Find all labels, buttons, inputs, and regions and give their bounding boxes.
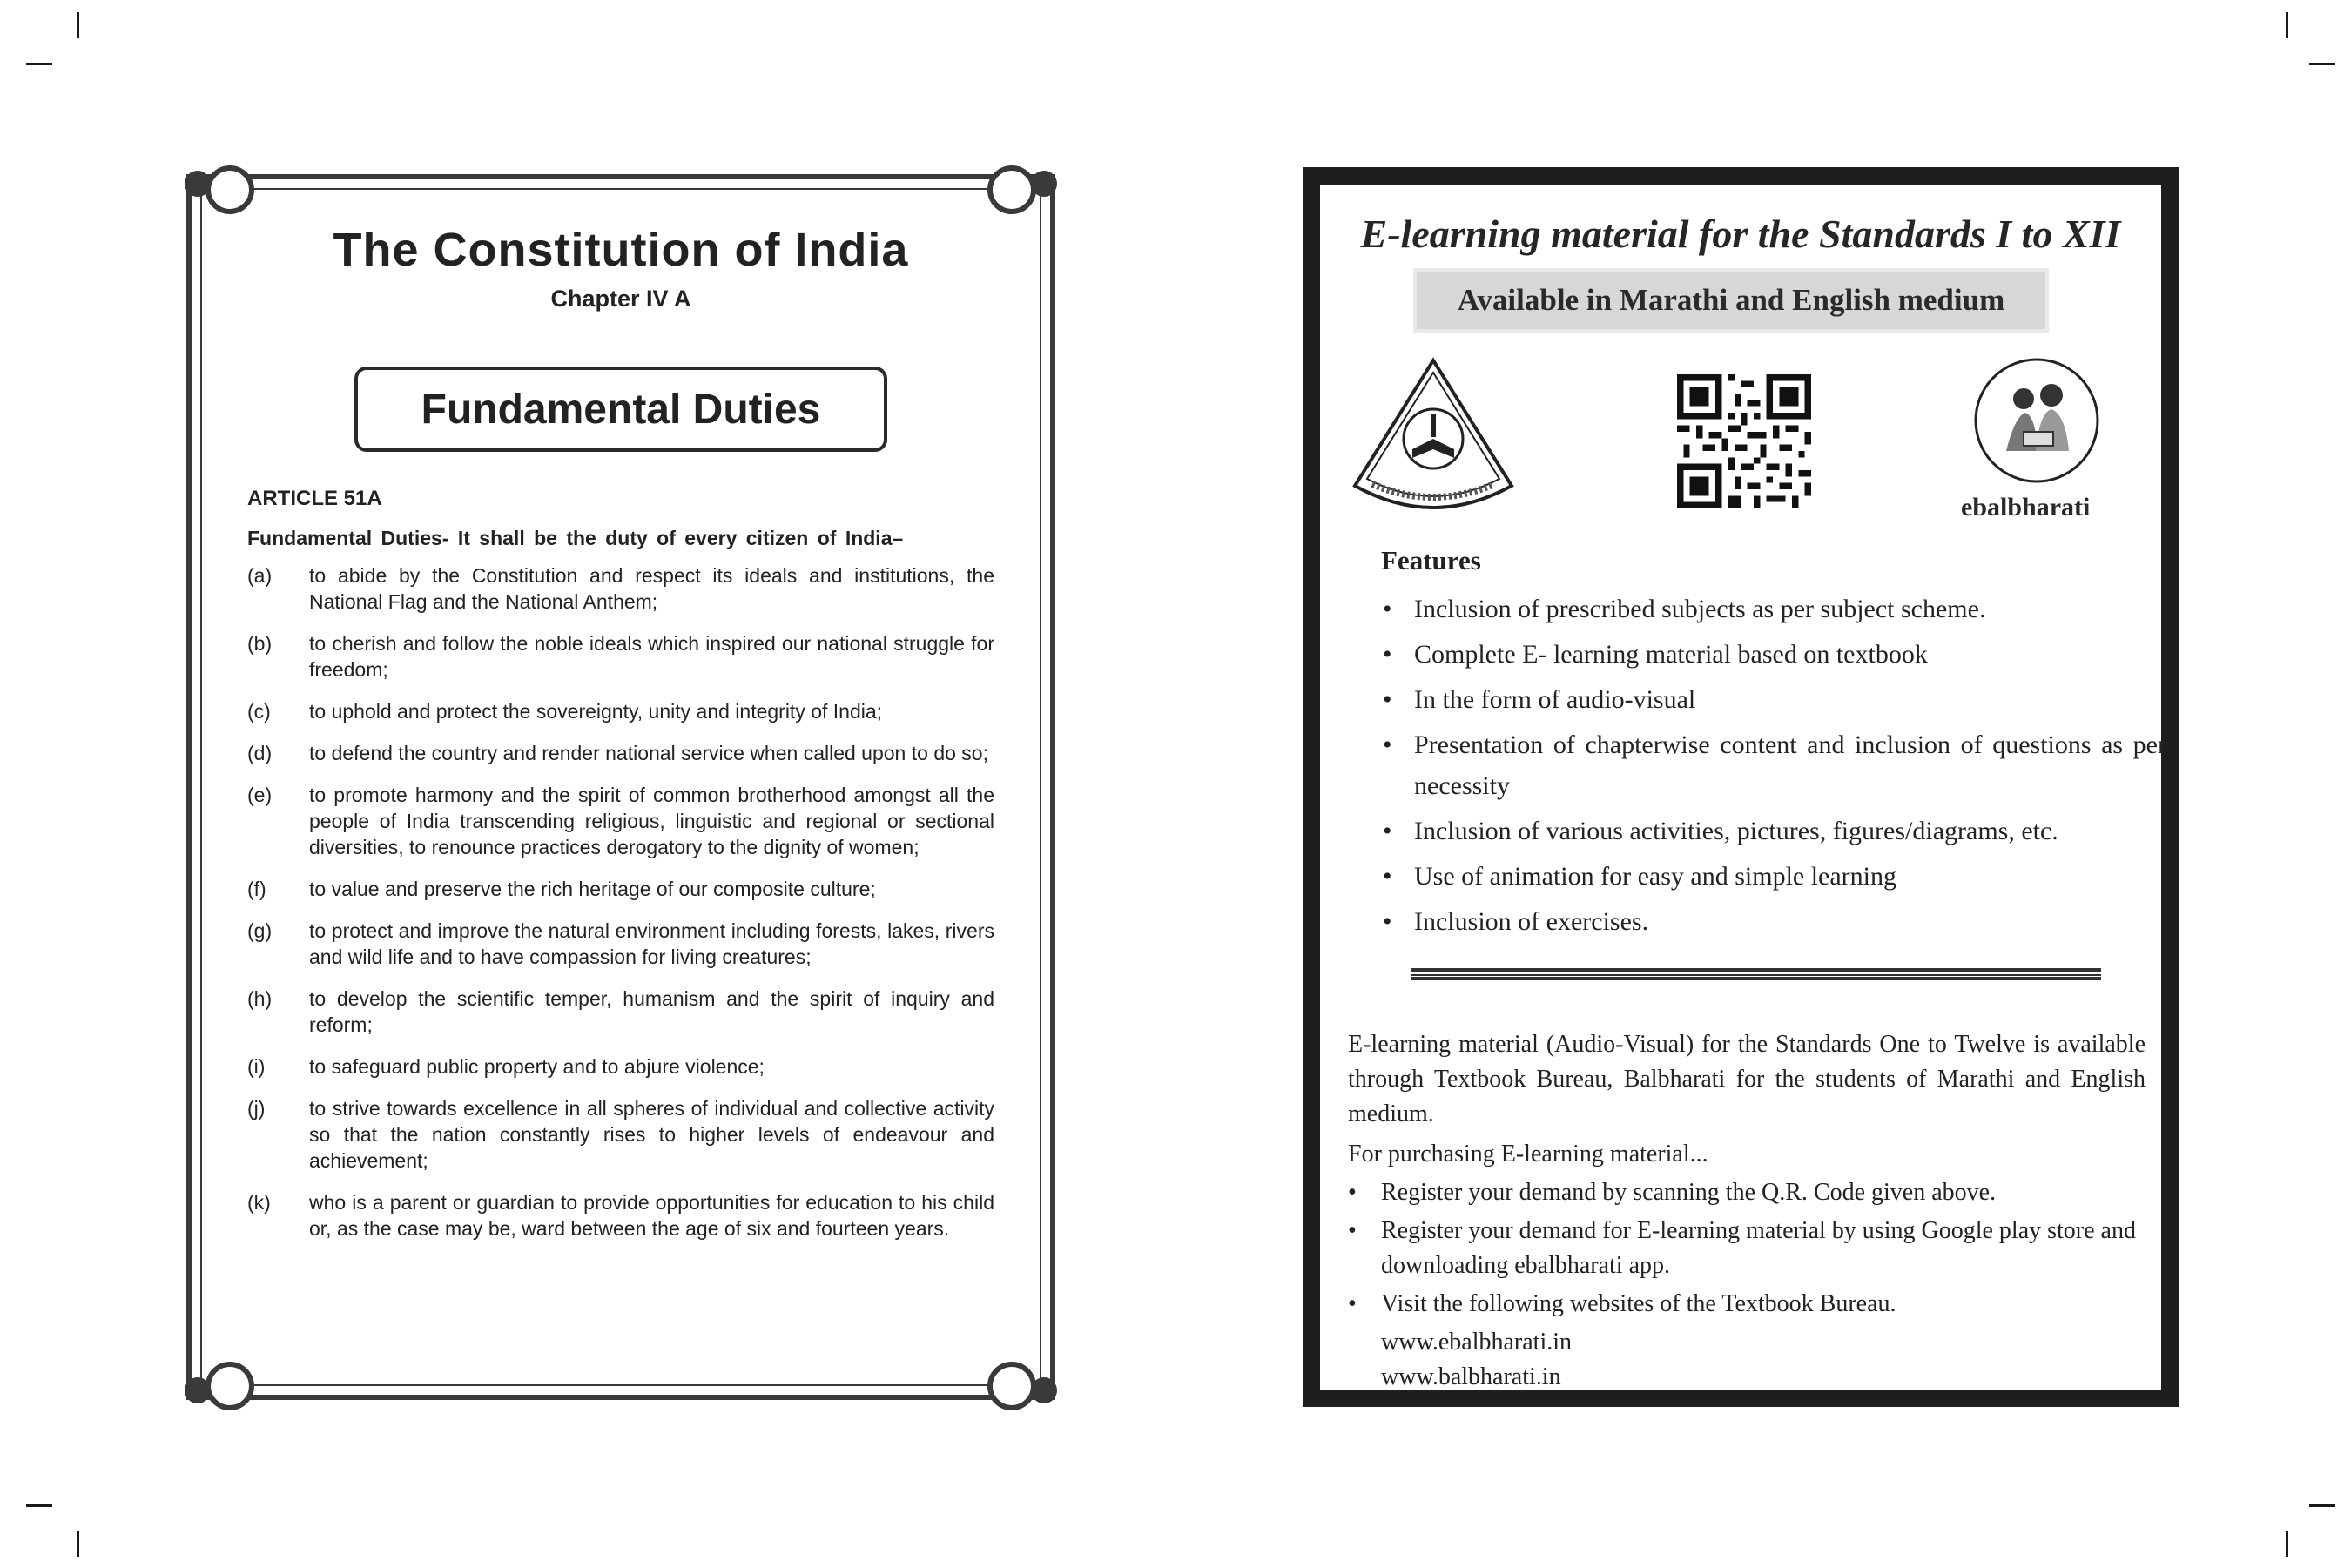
duty-label: (j) [247,1097,266,1120]
frame-notch [205,1362,254,1410]
list-item [247,918,994,970]
list-item [247,986,994,1038]
duty-text: to value and preserve the rich heritage of our composite culture; [309,878,876,900]
corner-dot-icon [185,1377,211,1403]
duty-label: (i) [247,1055,266,1078]
duty-label: (e) [247,784,273,806]
duty-text: to safeguard public property and to abjure violence; [309,1055,765,1078]
corner-dot-icon [1031,1377,1057,1403]
list-item [247,630,994,683]
availability-paragraph: E-learning material (Audio-Visual) for the Standards One to Twelve is available through Textbook Bureau, Balbharati for the students of Marathi and English medium. [1348,1031,2146,1127]
list-item [247,698,994,724]
duty-label: (b) [247,632,273,655]
website-link[interactable]: www.balbharati.in [1381,1363,1561,1390]
duties-list [247,562,994,1242]
crop-mark [77,12,79,38]
list-item [247,1189,994,1242]
duty-label: (g) [247,919,273,942]
crop-mark [2309,63,2335,65]
corner-dot-icon [185,171,211,197]
page-title: The Constitution of India [333,224,909,276]
constitution-content [247,223,994,1257]
elearning-panel [1303,167,2179,1407]
list-item: • In the form of audio-visual [1383,679,2166,720]
purchase-intro: For purchasing E-learning material... [1348,1141,1708,1168]
duty-text: who is a parent or guardian to provide opportunities for education to his child or, as the case may be, ward between the age of six and fourteen years. [309,1191,994,1240]
duty-label: (h) [247,987,273,1010]
frame-notch [205,165,254,214]
crop-mark [2286,12,2288,38]
list-item: • Use of animation for easy and simple learning [1383,856,2166,897]
list-item: • Visit the following websites of the Textbook Bureau. [1348,1287,2146,1322]
duty-text: to uphold and protect the sovereignty, unity and integrity of India; [309,700,883,723]
fundamental-duties-heading: Fundamental Duties [354,367,887,452]
duty-label: (d) [247,742,273,764]
article-label: ARTICLE 51A [247,487,382,510]
website-link[interactable]: www.ebalbharati.in [1381,1329,1572,1356]
qr-code-icon [1677,374,1811,508]
duty-text: to abide by the Constitution and respect its ideals and institutions, the National Flag and the National Anthem; [309,564,994,613]
duties-intro: Fundamental Duties- It shall be the duty of every citizen of India– [247,527,904,549]
duty-text: to cherish and follow the noble ideals which inspired our national struggle for freedom; [309,632,994,681]
list-item [247,740,994,766]
crop-mark [2286,1531,2288,1557]
list-item: • Complete E- learning material based on textbook [1383,634,2166,675]
corner-dot-icon [1031,171,1057,197]
duty-text: to develop the scientific temper, humanism and the spirit of inquiry and reform; [309,987,994,1036]
duty-text: to defend the country and render national service when called upon to do so; [309,742,988,764]
frame-notch [987,1362,1036,1410]
elearning-title: E-learning material for the Standards I to XII [1360,212,2121,256]
divider [1411,968,2101,980]
frame-notch [987,165,1036,214]
duty-text: to promote harmony and the spirit of common brotherhood amongst all the people of India transcending religious, linguistic and regional or sectional diversities, to renounce practices derogatory to the dignity of women; [309,784,994,858]
duty-text: to strive towards excellence in all spheres of individual and collective activity so that the nation constantly rises to higher levels of endeavour and achievement; [309,1097,994,1172]
medium-banner: Available in Marathi and English medium [1417,272,2045,329]
chapter-label: Chapter IV A [550,286,691,312]
list-item: • Presentation of chapterwise content and inclusion of questions as per necessity [1383,724,2166,806]
ebalbharati-label: ebalbharati [1961,493,2091,522]
elearning-panel-inner [1320,185,2166,1390]
ebalbharati-logo-icon [1971,355,2102,486]
list-item [247,1095,994,1174]
crop-mark [26,1504,52,1507]
list-item [247,876,994,902]
duty-text: to protect and improve the natural environment including forests, lakes, rivers and wild life and to have compassion for living creatures; [309,919,994,968]
features-title: Features [1381,545,1481,575]
list-item: • Inclusion of various activities, pictures, figures/diagrams, etc. [1383,811,2166,851]
bureau-seal-icon [1346,355,1520,521]
list-item [247,782,994,860]
list-item [247,562,994,615]
crop-mark [2309,1504,2335,1507]
features-list [1383,589,2166,946]
list-item [247,1053,994,1080]
duty-label: (a) [247,564,273,587]
list-item: • Register your demand by scanning the Q.R. Code given above. [1348,1175,2146,1210]
duty-label: (c) [247,700,271,723]
crop-mark [77,1531,79,1557]
list-item: • Inclusion of prescribed subjects as per subject scheme. [1383,589,2166,629]
duty-label: (k) [247,1191,271,1214]
purchase-info [1348,1027,2146,1395]
list-item: • Register your demand for E-learning material by using Google play store and downloading ebalbharati app. [1348,1214,2146,1283]
duty-label: (f) [247,878,266,900]
crop-mark [26,63,52,65]
purchase-steps [1348,1175,2146,1322]
list-item: • Inclusion of exercises. [1383,901,2166,942]
